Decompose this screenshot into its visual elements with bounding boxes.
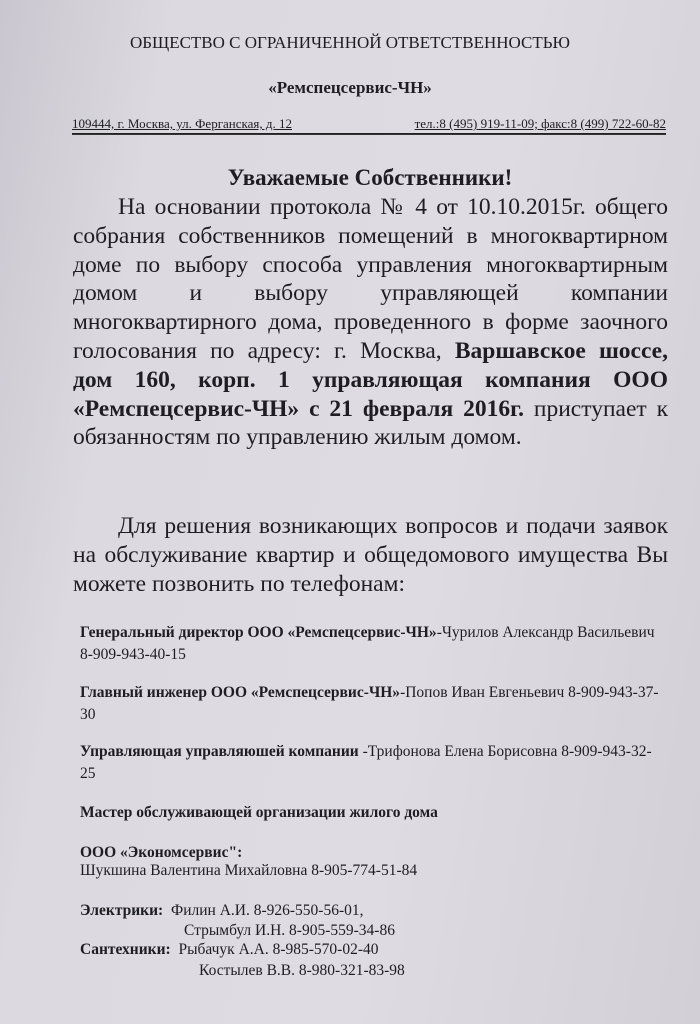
- contact-engineer: [80, 682, 665, 726]
- electrician-1: Филин А.И. 8-926-550-56-01,: [170, 902, 364, 919]
- contact-person: -Попов Иван Евгеньевич 8-909-943-37-30: [80, 684, 659, 723]
- electricians: [80, 900, 665, 922]
- plumbers: [80, 939, 665, 961]
- plumber-1: Рыбачук А.А. 8-985-570-02-40: [178, 941, 379, 958]
- plumbers-label: Сантехники:: [80, 941, 171, 958]
- company-address: 109444, г. Москва, ул. Ферганская, д. 12: [72, 116, 293, 131]
- contact-role: Генеральный директор ООО «Ремспецсервис-ЧН»: [80, 624, 437, 641]
- contact-person: -Чурилов Александр Васильевич 8-909-943-40-15: [80, 624, 655, 663]
- notice-paragraph-1: [73, 193, 668, 452]
- electricians-label: Электрики:: [80, 902, 164, 919]
- notice-title: Уважаемые Собственники!: [227, 165, 513, 190]
- contact-role: Управляющая управляюшей компании: [80, 743, 363, 760]
- contact-role: Главный инженер ООО «Ремспецсервис-ЧН»: [80, 684, 401, 701]
- contact-person: -Трифонова Елена Борисовна 8-909-943-32-25: [80, 743, 652, 782]
- header-divider: [72, 134, 666, 135]
- text: На основании протокола № 4 от 10.10.2015г. общего собрания собственников помещений в многоквартирном доме по выбору способа управления многоквартирным домом и выбору управляющей компании многоквартирного дома, проведенного в форме заочного голосования по адресу: г. Москва,: [73, 194, 668, 364]
- master-org: ООО «Экономсервис":: [80, 844, 243, 861]
- text: приступает к обязанностям по управлению жилым домом.: [73, 395, 668, 451]
- electrician-2: Стрымбул И.Н. 8-905-559-34-86: [184, 922, 395, 939]
- org-type: ОБЩЕСТВО С ОГРАНИЧЕННОЙ ОТВЕТСТВЕННОСТЬЮ: [130, 33, 570, 52]
- notice-paragraph-2: Для решения возникающих вопросов и подачи заявок на обслуживание квартир и общедомового имущества Вы можете позвонить по телефонам:: [73, 513, 668, 597]
- bold-text: Варшавское шоссе, дом 160, корп. 1 управляющая компания ООО «Ремспецсервис-ЧН» с 21 февраля 2016г.: [73, 337, 668, 422]
- letterhead-contacts: [72, 116, 666, 134]
- master-person: Шукшина Валентина Михайловна 8-905-774-51-84: [80, 862, 418, 879]
- contact-director: [80, 622, 665, 666]
- company-name: «Ремспецсервис-ЧН»: [268, 78, 432, 97]
- master-heading: Мастер обслуживающей организации жилого дома: [80, 804, 438, 821]
- company-phones: тел.:8 (495) 919-11-09; факс:8 (499) 722-60-82: [414, 116, 666, 131]
- plumber-2: Костылев В.В. 8-980-321-83-98: [199, 962, 405, 979]
- contact-manager: [80, 741, 665, 785]
